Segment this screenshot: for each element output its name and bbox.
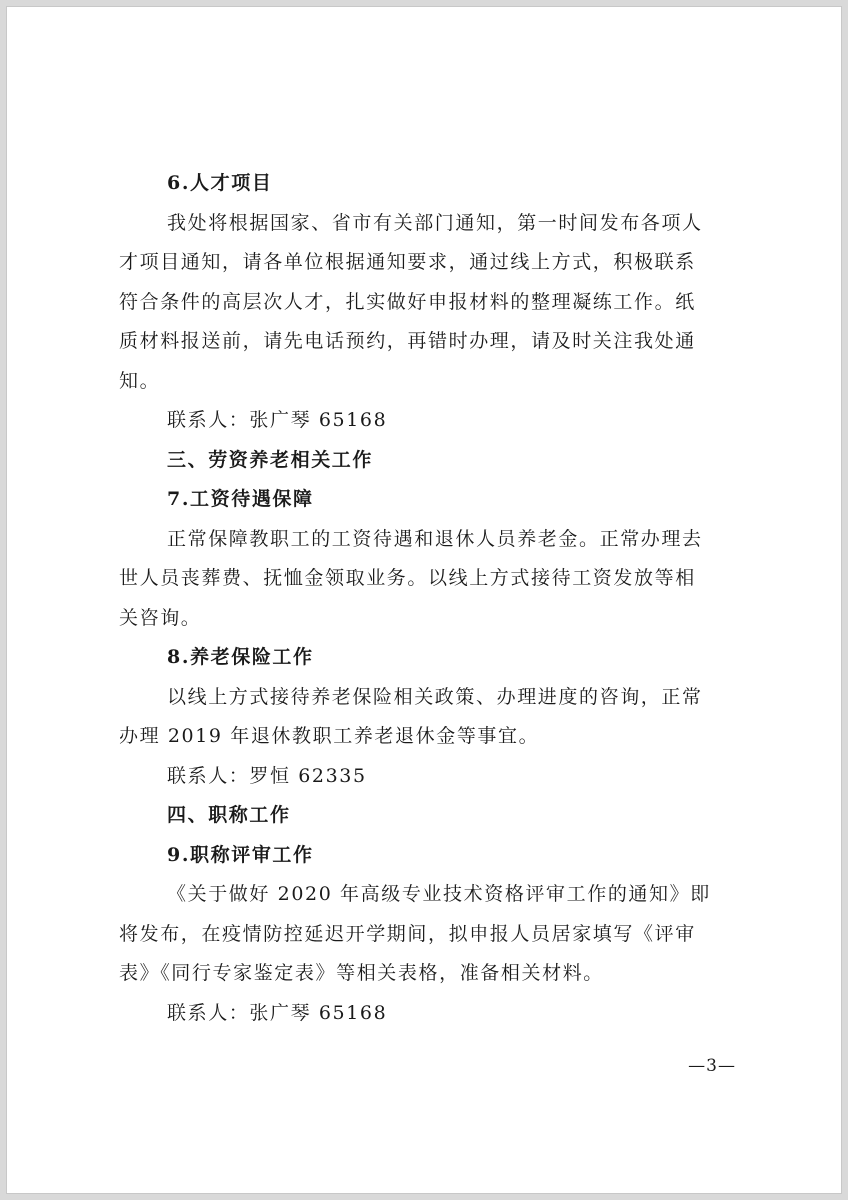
paragraph-line: 办理 2019 年退休教职工养老退休金等事宜。 — [119, 725, 540, 747]
paragraph-line: 正常保障教职工的工资待遇和退休人员养老金。正常办理去 — [167, 527, 703, 550]
contact-line: 联系人：张广琴 65168 — [167, 1001, 388, 1024]
paragraph-line: 才项目通知，请各单位根据通知要求，通过线上方式，积极联系 — [119, 251, 696, 273]
paragraph-line: 世人员丧葬费、抚恤金领取业务。以线上方式接待工资发放等相 — [119, 567, 696, 589]
chapter-heading-professional-titles: 四、职称工作 — [167, 804, 291, 826]
page-number: —3— — [688, 1056, 736, 1076]
paragraph-line: 将发布，在疫情防控延迟开学期间，拟申报人员居家填写《评审 — [119, 922, 696, 945]
paragraph-line: 以线上方式接待养老保险相关政策、办理进度的咨询，正常 — [167, 685, 703, 708]
paragraph-line: 表》《同行专家鉴定表》等相关表格，准备相关材料。 — [119, 962, 604, 984]
paragraph-line: 《关于做好 2020 年高级专业技术资格评审工作的通知》即 — [167, 883, 711, 905]
paragraph-line: 我处将根据国家、省市有关部门通知，第一时间发布各项人 — [167, 211, 703, 234]
paragraph-line: 关咨询。 — [119, 606, 202, 629]
section-heading-pension-insurance: 8.养老保险工作 — [167, 646, 314, 668]
section-heading-talent-projects: 6.人才项目 — [167, 172, 273, 194]
section-heading-salary: 7.工资待遇保障 — [167, 488, 314, 510]
section-heading-title-review: 9.职称评审工作 — [167, 843, 314, 866]
document-body — [119, 164, 749, 1033]
paragraph-line: 知。 — [119, 369, 161, 392]
chapter-heading-labor-pension: 三、劳资养老相关工作 — [167, 448, 374, 471]
paragraph-line: 质材料报送前，请先电话预约，再错时办理，请及时关注我处通 — [119, 330, 696, 352]
paragraph-line: 符合条件的高层次人才，扎实做好申报材料的整理凝练工作。纸 — [119, 290, 696, 313]
contact-line: 联系人：张广琴 65168 — [167, 409, 388, 431]
contact-line: 联系人：罗恒 62335 — [167, 764, 367, 787]
